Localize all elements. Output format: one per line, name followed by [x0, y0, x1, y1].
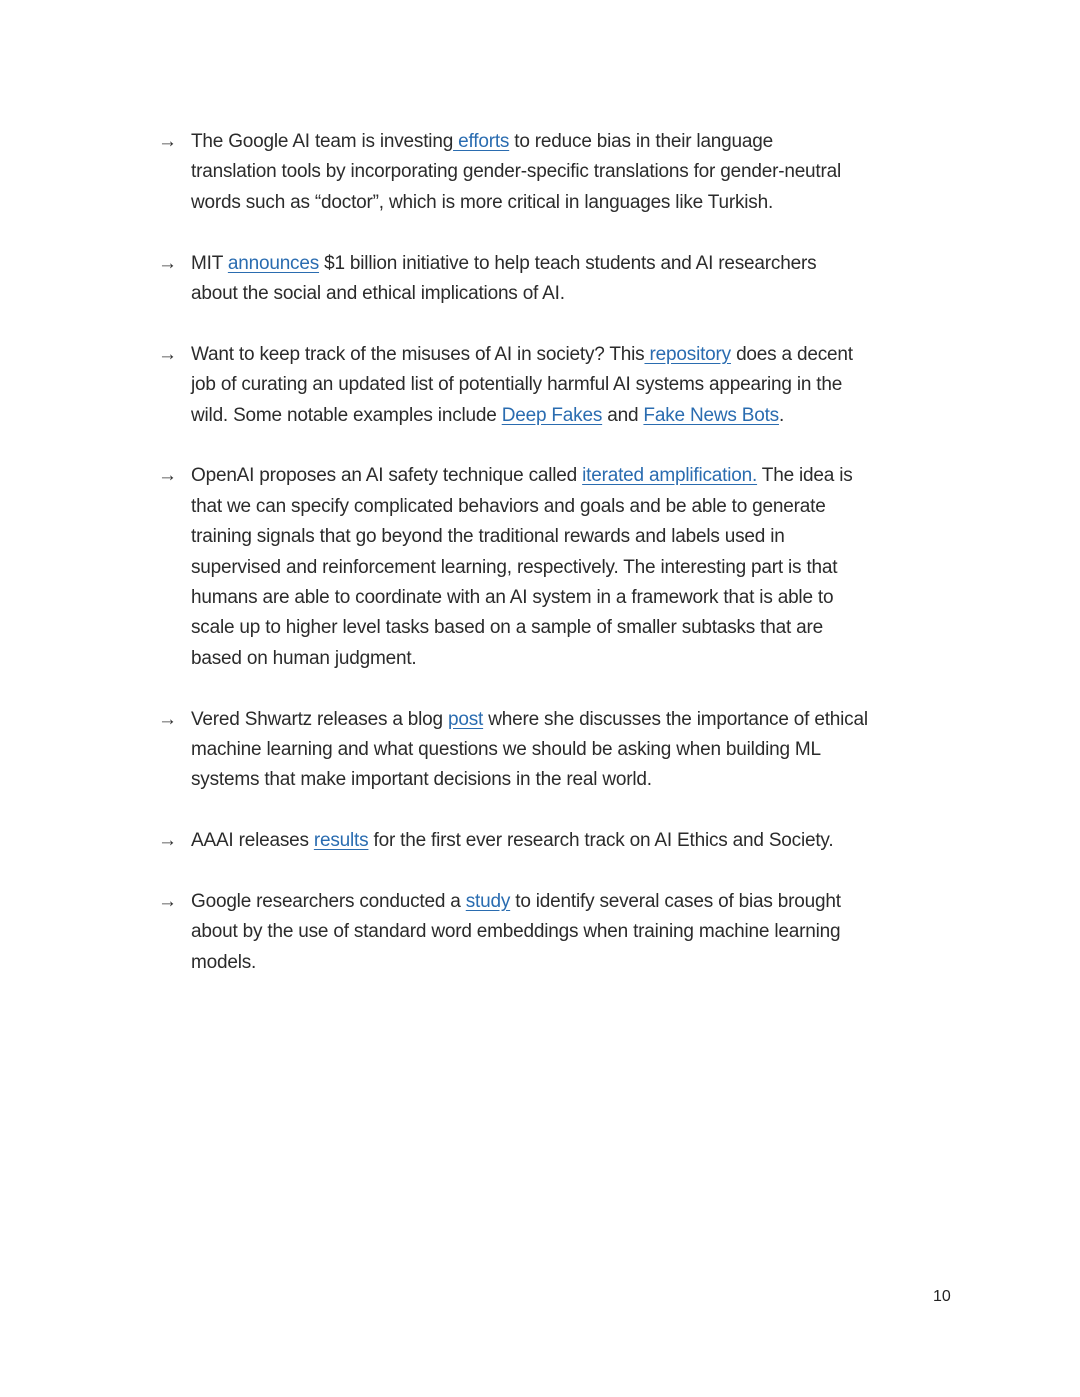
text-line	[191, 157, 958, 187]
text-segment: about the social and ethical implications of AI.	[191, 283, 565, 305]
inline-link[interactable]: efforts	[453, 131, 510, 152]
text-line	[191, 188, 958, 218]
text-segment: MIT	[191, 252, 228, 274]
text-segment: about by the use of standard word embeddings when training machine learning	[191, 921, 841, 943]
text-line	[191, 249, 958, 279]
text-segment: job of curating an updated list of potentially harmful AI systems appearing in the	[191, 374, 843, 396]
inline-link[interactable]: Deep Fakes	[501, 404, 603, 426]
text-segment: words such as “doctor”, which is more critical in languages like Turkish.	[191, 191, 774, 213]
text-segment: where she discusses the importance of ethical	[483, 708, 868, 730]
inline-link[interactable]: study	[465, 891, 511, 913]
text-segment: for the first ever research track on AI Ethics and Society.	[368, 830, 834, 852]
inline-link[interactable]: results	[313, 830, 369, 852]
text-segment: systems that make important decisions in the real world.	[191, 769, 652, 791]
text-segment: The idea is	[757, 465, 853, 487]
inline-link[interactable]: post	[448, 708, 484, 730]
text-line	[191, 826, 958, 856]
list-item	[158, 887, 958, 978]
text-segment: based on human judgment.	[191, 647, 417, 669]
text-segment: machine learning and what questions we should be asking when building ML	[191, 739, 821, 761]
text-line	[191, 340, 958, 370]
text-segment: to reduce bias in their language	[509, 131, 774, 152]
text-segment: models.	[191, 951, 257, 973]
text-line	[191, 917, 958, 947]
text-line	[191, 401, 958, 431]
text-line	[191, 127, 958, 157]
text-segment: humans are able to coordinate with an AI system in a framework that is able to	[191, 587, 834, 609]
text-segment: to identify several cases of bias brought	[510, 891, 841, 913]
text-segment: AAAI releases	[191, 830, 314, 852]
text-segment: OpenAI proposes an AI safety technique called	[191, 465, 583, 487]
inline-link[interactable]: iterated amplification.	[582, 465, 758, 487]
text-line	[191, 492, 958, 522]
right-arrow-icon: →	[158, 830, 177, 852]
text-segment: Vered Shwartz releases a blog	[191, 708, 448, 730]
text-line	[191, 370, 958, 400]
text-line	[191, 765, 958, 795]
text-line	[191, 613, 958, 643]
text-line	[191, 644, 958, 674]
right-arrow-icon: →	[158, 343, 177, 365]
bullet-list	[158, 127, 958, 1009]
text-segment: $1 billion initiative to help teach students and AI researchers	[319, 252, 817, 274]
list-item	[158, 705, 958, 796]
list-item	[158, 461, 958, 674]
right-arrow-icon: →	[158, 252, 177, 274]
text-line	[191, 735, 958, 765]
text-segment: wild. Some notable examples include	[191, 404, 502, 426]
text-line	[191, 887, 958, 917]
inline-link[interactable]: Fake News Bots	[643, 404, 779, 426]
inline-link[interactable]: announces	[227, 252, 320, 274]
right-arrow-icon: →	[158, 891, 177, 913]
list-item	[158, 340, 958, 431]
text-segment: scale up to higher level tasks based on a sample of smaller subtasks that are	[191, 617, 824, 639]
list-item	[158, 127, 958, 218]
text-segment: .	[778, 404, 785, 426]
right-arrow-icon: →	[158, 708, 177, 730]
inline-link[interactable]: repository	[644, 343, 731, 365]
text-segment: that we can specify complicated behaviors and goals and be able to generate	[191, 495, 826, 517]
right-arrow-icon: →	[158, 131, 177, 152]
text-segment: supervised and reinforcement learning, respectively. The interesting part is that	[191, 556, 838, 578]
text-segment: The Google AI team is investing	[191, 131, 454, 152]
text-line	[191, 553, 958, 583]
text-segment: does a decent	[730, 343, 853, 365]
text-segment: training signals that go beyond the traditional rewards and labels used in	[191, 526, 785, 548]
text-line	[191, 948, 958, 978]
text-segment: Google researchers conducted a	[191, 891, 466, 913]
text-segment: and	[602, 404, 644, 426]
text-line	[191, 583, 958, 613]
list-item	[158, 249, 958, 310]
right-arrow-icon: →	[158, 465, 177, 487]
text-line	[191, 705, 958, 735]
text-line	[191, 522, 958, 552]
page-number: 10	[933, 1288, 951, 1305]
list-item	[158, 826, 958, 856]
text-segment: Want to keep track of the misuses of AI in society? This	[191, 343, 645, 365]
text-line	[191, 461, 958, 491]
text-segment: translation tools by incorporating gender-specific translations for gender-neutral	[191, 161, 842, 183]
text-line	[191, 279, 958, 309]
